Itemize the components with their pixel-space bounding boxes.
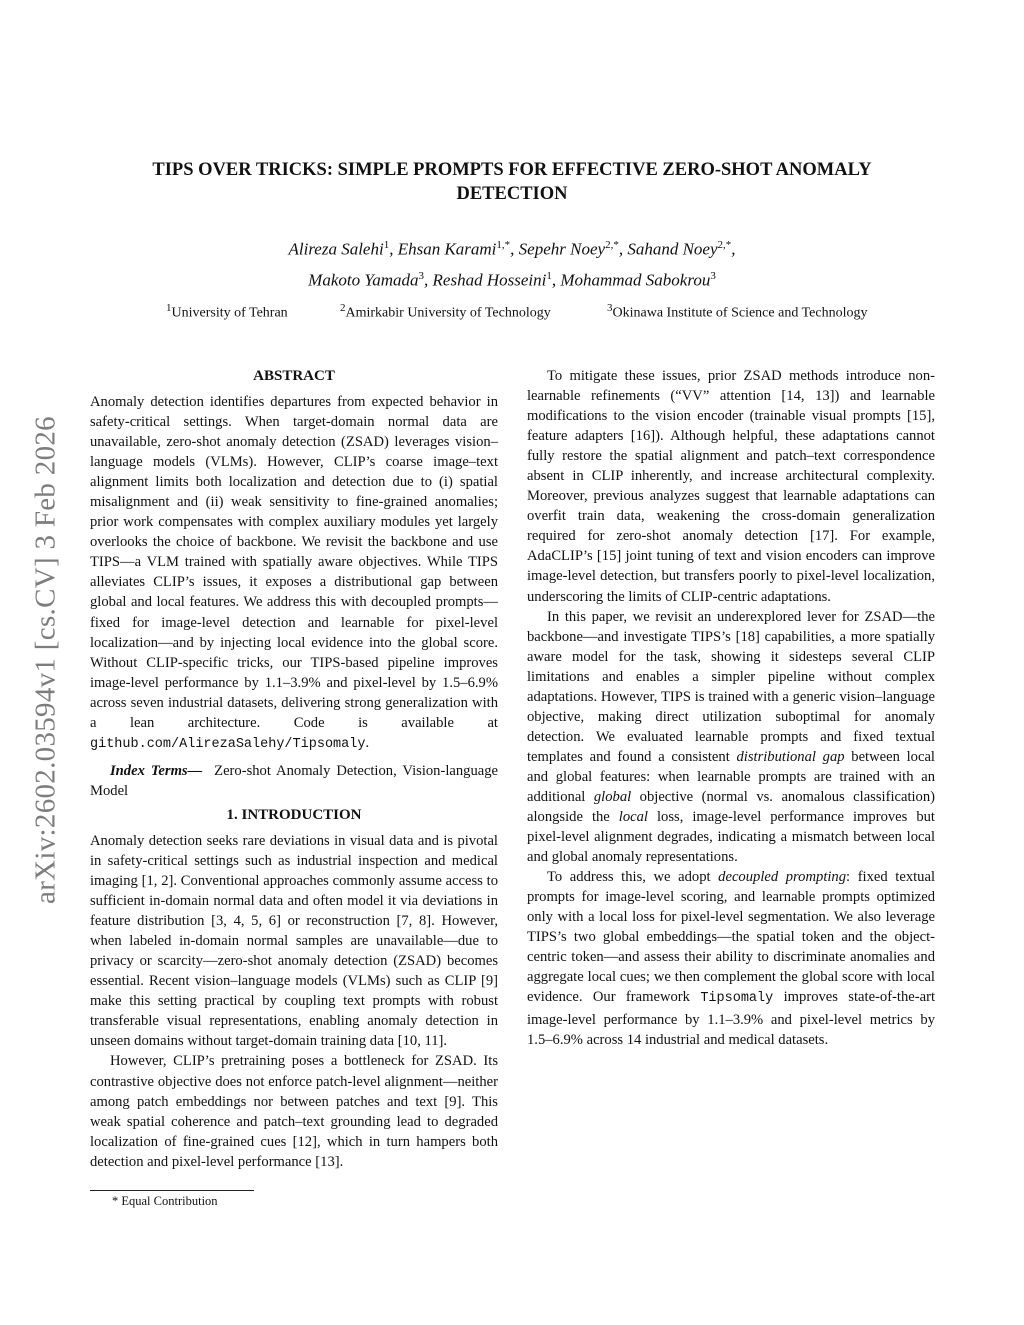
intro-paragraph-4 xyxy=(527,607,935,868)
author-name: Sepehr Noey xyxy=(518,239,606,259)
p5-text-b: : fixed textual prompts for image-level scoring, and learnable prompts optimized only with a local loss for pixel-level segmentation. We also leverage TIPS’s two global embeddings—the spatial token and the object-centric token—and assess their ability to discriminate anomalies and aggregate local cues; we then complement the global score with local evidence. Our framework xyxy=(527,869,935,1006)
author-affiliation-mark: 1 xyxy=(546,269,552,282)
author-list: Alireza Salehi$^1$, Ehsan Karami$^{1,*}$, Sepehr Noey$^{2,*}$, Sahand Noey$^{2,*}$, Makoto Yamada$^3$, Reshad Hosseini$^1$, Mohammad Sabokrou$^3$ xyxy=(288,239,736,290)
p5-text-a: To address this, we adopt xyxy=(547,869,711,886)
author-affiliation-mark: 2,* xyxy=(717,239,732,251)
paper-title: TIPS OVER TRICKS: SIMPLE PROMPTS FOR EFFECTIVE ZERO-SHOT ANOMALY DETECTION xyxy=(152,160,872,204)
affiliation-name: Okinawa Institute of Science and Technology xyxy=(612,305,868,321)
abstract-text: Anomaly detection identifies departures from expected behavior in safety-critical settings. When target-domain normal data are unavailable, zero-shot anomaly detection (ZSAD) leverages vision–language models (VLMs). However, CLIP’s coarse image–text alignment limits both localization and detection due to (i) spatial misalignment and (ii) weak sensitivity to fine-grained anomalies; prior work compensates with complex auxiliary modules yet largely overlooks the choice of backbone. We revisit the backbone and use TIPS—a VLM trained with spatially aware objectives. While TIPS alleviates CLIP’s issues, it exposes a distributional gap between global and local features. We address this with decoupled prompts—fixed for image-level detection and learnable for pixel-level localization—and by injecting local evidence into the global score. Without CLIP-specific tricks, our TIPS-based pipeline improves image-level performance by 1.1–3.9% and pixel-level by 1.5–6.9% across seven industrial datasets, delivering strong generalization with a lean architecture. Code is available at xyxy=(90,394,498,731)
author-name: Reshad Hosseini xyxy=(432,270,547,290)
abstract-body xyxy=(90,392,498,755)
author-affiliation-mark: 1,* xyxy=(496,239,511,251)
author-affiliation-mark: 1 xyxy=(383,239,390,251)
left-column xyxy=(90,366,498,1172)
index-terms-text: Zero-shot Anomaly Detection, Vision-language Model xyxy=(90,762,499,799)
framework-name: Tipsomaly xyxy=(700,991,774,1007)
p4-emphasis-1: distributional gap xyxy=(736,748,845,765)
author-name: Alireza Salehi xyxy=(288,239,384,259)
affiliation xyxy=(340,302,551,322)
intro-paragraph-1: Anomaly detection seeks rare deviations in visual data and is pivotal in safety-critical settings such as industrial inspection and medical imaging [1, 2]. Conventional approaches commonly assume access to sufficient in-domain normal data and often model it via deviations in feature distribution [3, 4, 5, 6] or reconstruction [7, 8]. However, when labeled in-domain normal samples are unavailable—due to privacy or scarcity—zero-shot anomaly detection (ZSAD) becomes essential. Recent vision–language models (VLMs) such as CLIP [9] make this setting practical by coupling text prompts with robust transferable visual representations, enabling anomaly detection in unseen domains without target-domain training data [10, 11]. xyxy=(90,832,498,1050)
affiliation xyxy=(607,302,867,322)
index-terms-label: Index Terms— xyxy=(110,762,203,779)
author-affiliation-mark: 3 xyxy=(418,269,425,282)
arxiv-identifier: arXiv:2602.03594v1 [cs.CV] 3 Feb 2026 xyxy=(29,416,62,904)
intro-paragraph-5 xyxy=(527,867,935,1049)
p4-text-d: loss, image-level performance improves but pixel-level alignment degrades, indicating a mismatch between local and global anomaly representations. xyxy=(527,809,935,866)
author-name: Ehsan Karami xyxy=(397,239,497,259)
abstract-heading: ABSTRACT xyxy=(253,368,335,384)
introduction-heading: 1. INTRODUCTION xyxy=(226,806,362,823)
abstract-end: . xyxy=(365,734,370,751)
p4-text-c: objective (normal vs. anomalous classification) alongside the xyxy=(527,788,936,826)
p4-emphasis-2: global xyxy=(593,788,632,805)
p5-text-c: improves state-of-the-art image-level performance by 1.1–3.9% and pixel-level metrics by 1.5–6.9% across 14 industrial and medical datasets. xyxy=(527,989,936,1048)
code-link[interactable]: github.com/AlirezaSalehy/Tipsomaly xyxy=(90,736,366,752)
footnote-rule xyxy=(90,1190,254,1191)
p4-emphasis-3: local xyxy=(618,809,648,826)
affiliation-mark: 1 xyxy=(166,302,172,314)
affiliation-mark: 2 xyxy=(340,302,346,314)
intro-paragraph-2: However, CLIP’s pretraining poses a bottleneck for ZSAD. Its contrastive objective does not enforce patch-level alignment—neither among patch embeddings nor between patches and text [9]. This weak spatial coherence and patch–text grounding lead to degraded localization of fine-grained cues [12], which in turn hampers both detection and pixel-level performance [13]. xyxy=(90,1053,498,1170)
p5-emphasis: decoupled prompting xyxy=(718,869,847,886)
intro-paragraph-3: To mitigate these issues, prior ZSAD methods introduce non-learnable refinements (“VV” attention [14, 13]) and learnable modifications to the vision encoder (trainable visual prompts [15], feature adapters [16]). Although helpful, these adaptations cannot fully restore the spatial alignment and patch–text correspondence absent in CLIP inherently, and increase architectural complexity. Moreover, previous analyzes suggest that learnable adaptations can overfit train data, weakening the cross-domain generalization required for zero-shot anomaly detection [17]. For example, AdaCLIP’s [15] joint tuning of text and vision encoders can improve image-level detection, but transfers poorly to pixel-level localization, underscoring the limits of CLIP-centric adaptations. xyxy=(527,368,935,605)
author-name: Makoto Yamada xyxy=(308,270,419,290)
right-column xyxy=(527,366,935,1050)
footnote: * Equal Contribution xyxy=(112,1194,218,1208)
affiliation xyxy=(166,302,288,322)
author-name: Mohammad Sabokrou xyxy=(560,270,711,290)
author-affiliation-mark: 3 xyxy=(710,269,716,282)
affiliation-mark: 3 xyxy=(607,302,613,314)
p4-text-b: between local and global features: when learnable prompts are trained with an additional xyxy=(527,748,935,805)
author-affiliation-mark: 2,* xyxy=(605,239,619,251)
affiliation-name: University of Tehran xyxy=(171,305,288,321)
author-name: Sahand Noey xyxy=(627,239,718,259)
affiliation-name: Amirkabir University of Technology xyxy=(345,305,551,321)
p4-text-a: In this paper, we revisit an underexplored lever for ZSAD—the backbone—and investigate TIPS’s [18] capabilities, a more spatially aware model for the task, showing it sidesteps several CLIP limitations and enables a simpler pipeline without complex adaptations. However, TIPS is trained with a generic vision–language objective, making direct utilization suboptimal for anomaly detection. We evaluated learnable prompts and fixed textual templates and found a consistent xyxy=(527,608,935,765)
index-terms xyxy=(90,761,498,801)
